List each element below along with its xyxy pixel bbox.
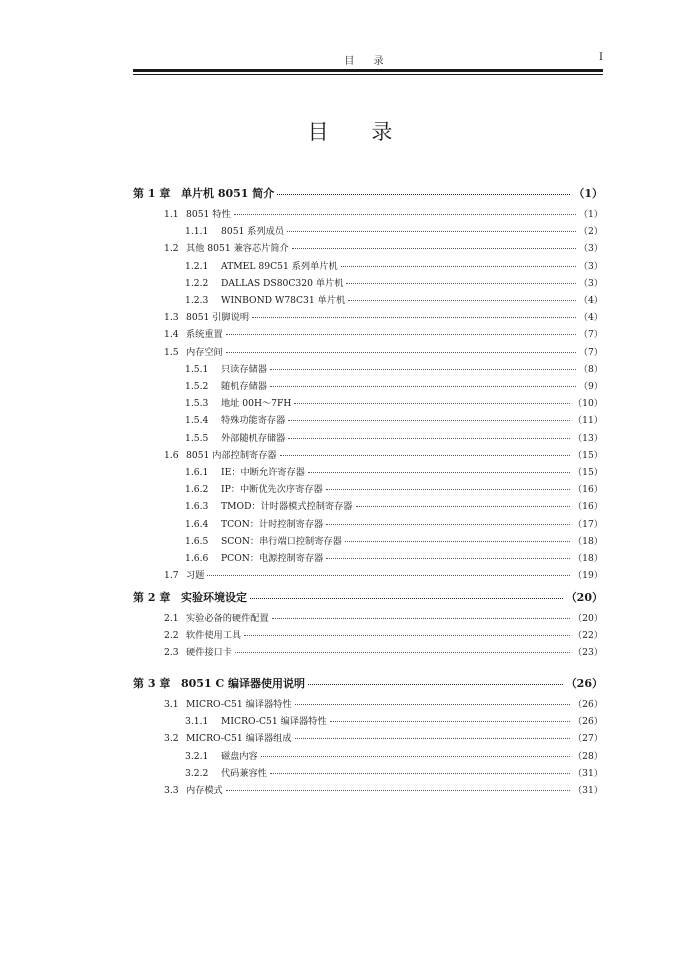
dot-leader	[270, 369, 576, 370]
dot-leader	[235, 652, 570, 653]
dot-leader	[226, 334, 576, 335]
section-title: WINBOND W78C31 单片机	[221, 295, 346, 306]
dot-leader	[252, 317, 576, 318]
section-title: MICRO-C51 编译器特性	[186, 699, 292, 710]
dot-leader	[261, 756, 570, 757]
section-number: 1.5	[164, 346, 179, 358]
toc-section-entry	[185, 414, 603, 428]
section-title: 内存空间	[186, 346, 223, 358]
section-number: 1.1.1	[185, 226, 209, 238]
section-page: （16）	[572, 501, 603, 513]
section-title: 硬件接口卡	[186, 647, 232, 659]
dot-leader	[348, 300, 576, 301]
chapter-number: 第 3 章	[133, 677, 171, 690]
section-page: （2）	[578, 226, 603, 238]
section-page: （15）	[572, 449, 603, 461]
section-page: （18）	[572, 553, 603, 564]
chapter-number: 第 2 章	[133, 591, 171, 604]
dot-leader	[356, 506, 570, 507]
section-page: （15）	[572, 467, 603, 478]
toc-section-entry	[185, 260, 603, 274]
section-page: （28）	[572, 750, 603, 762]
dot-leader	[326, 524, 570, 525]
toc-chapter-entry	[133, 676, 603, 692]
dot-leader	[280, 455, 570, 456]
section-title: 其他 8051 兼容芯片简介	[186, 243, 289, 255]
section-number: 1.7	[164, 570, 179, 582]
section-title: MICRO-C51 编译器特性	[221, 716, 327, 728]
section-title: 外部随机存储器	[221, 432, 286, 444]
section-number: 1.6	[164, 449, 179, 461]
dot-leader	[244, 635, 570, 636]
section-page: （16）	[572, 484, 603, 496]
dot-leader	[250, 598, 563, 599]
section-page: （3）	[578, 260, 603, 272]
section-number: 1.6.3	[185, 501, 209, 513]
toc-section-entry	[185, 518, 603, 532]
section-title: 内存模式	[186, 785, 223, 796]
section-title: SCON：串行端口控制寄存器	[221, 535, 342, 547]
page-number: I	[599, 52, 603, 63]
dot-leader	[326, 558, 570, 559]
section-page: （31）	[572, 767, 603, 779]
section-number: 2.2	[164, 630, 179, 642]
toc-section-entry	[164, 646, 603, 660]
section-number: 1.5.3	[185, 398, 209, 410]
section-page: （9）	[578, 381, 603, 392]
toc-section-entry	[164, 449, 603, 463]
section-page: （13）	[572, 432, 603, 444]
section-page: （3）	[578, 277, 603, 289]
dot-leader	[308, 684, 563, 685]
toc-section-entry	[164, 629, 603, 643]
toc-section-entry	[185, 715, 603, 729]
section-page: （11）	[572, 415, 603, 427]
toc-section-entry	[185, 535, 603, 549]
section-page: （26）	[572, 716, 603, 728]
running-header	[133, 52, 603, 68]
section-title: IE：中断允许寄存器	[221, 467, 305, 478]
section-title: 代码兼容性	[221, 767, 267, 779]
section-title: 8051 内部控制寄存器	[186, 449, 277, 461]
section-number: 1.5.4	[185, 415, 209, 427]
dot-leader	[326, 489, 570, 490]
section-title: PCON：电源控制寄存器	[221, 553, 324, 564]
section-number: 3.2	[164, 733, 179, 745]
dot-leader	[288, 420, 570, 421]
dot-leader	[287, 231, 576, 232]
toc-section-entry	[185, 750, 603, 764]
section-title: 软件使用工具	[186, 630, 242, 642]
toc-section-entry	[164, 346, 603, 360]
section-number: 1.6.5	[185, 535, 209, 547]
dot-leader	[226, 352, 576, 353]
section-title: 8051 特性	[186, 209, 231, 220]
dot-leader	[207, 575, 570, 576]
dot-leader	[234, 214, 576, 215]
section-page: （20）	[572, 613, 603, 624]
section-page: （19）	[572, 570, 603, 582]
chapter-title: 实验环境设定	[181, 591, 247, 604]
section-title: 8051 引脚说明	[186, 312, 250, 324]
section-title: 系统重置	[186, 329, 223, 341]
section-title: IP：中断优先次序寄存器	[221, 484, 323, 496]
toc-chapter-entry	[133, 590, 603, 606]
section-page: （22）	[572, 630, 603, 642]
chapter-title: 单片机 8051 简介	[181, 187, 275, 200]
section-number: 1.5.2	[185, 381, 209, 392]
section-number: 1.6.4	[185, 518, 209, 530]
section-number: 3.1	[164, 699, 179, 710]
section-title: ATMEL 89C51 系列单片机	[221, 260, 338, 272]
section-number: 1.6.6	[185, 553, 209, 564]
section-page: （18）	[572, 535, 603, 547]
toc-chapter-entry	[133, 186, 603, 202]
dot-leader	[270, 386, 576, 387]
dot-leader	[270, 773, 570, 774]
section-page: （4）	[578, 295, 603, 306]
dot-leader	[292, 248, 576, 249]
toc-section-entry	[185, 483, 603, 497]
dot-leader	[277, 194, 570, 195]
section-number: 2.3	[164, 647, 179, 659]
chapter-page: （1）	[573, 187, 603, 200]
section-page: （1）	[578, 209, 603, 220]
section-page: （27）	[572, 733, 603, 745]
dot-leader	[294, 403, 570, 404]
toc-section-entry	[185, 432, 603, 446]
section-number: 1.5.5	[185, 432, 209, 444]
toc-section-entry	[185, 277, 603, 291]
dot-leader	[226, 790, 570, 791]
section-number: 1.2	[164, 243, 179, 255]
section-title: 特殊功能寄存器	[221, 415, 286, 427]
section-number: 1.2.3	[185, 295, 209, 306]
section-page: （7）	[578, 329, 603, 341]
toc-title: 目 录	[307, 120, 411, 144]
toc-section-entry	[164, 208, 603, 222]
section-number: 1.5.1	[185, 363, 209, 375]
header-rule-thick	[133, 69, 603, 72]
toc-section-entry	[164, 311, 603, 325]
dot-leader	[330, 721, 570, 722]
toc-section-entry	[164, 569, 603, 583]
section-page: （7）	[578, 346, 603, 358]
section-title: 实验必备的硬件配置	[186, 613, 269, 624]
section-number: 1.2.2	[185, 277, 209, 289]
section-page: （26）	[572, 699, 603, 710]
section-title: TMOD：计时器模式控制寄存器	[221, 501, 353, 513]
chapter-title: 8051 C 编译器使用说明	[181, 677, 306, 690]
section-number: 1.2.1	[185, 260, 209, 272]
section-number: 3.2.1	[185, 750, 209, 762]
toc-section-entry	[185, 767, 603, 781]
section-title: 习题	[186, 570, 205, 582]
toc-section-entry	[164, 612, 603, 626]
section-number: 1.6.1	[185, 467, 209, 478]
toc-section-entry	[185, 225, 603, 239]
toc-section-entry	[185, 500, 603, 514]
toc-section-entry	[185, 397, 603, 411]
section-page: （8）	[578, 363, 603, 375]
dot-leader	[341, 266, 576, 267]
dot-leader	[295, 704, 570, 705]
dot-leader	[288, 438, 570, 439]
toc-section-entry	[185, 466, 603, 480]
chapter-page: （26）	[565, 677, 603, 690]
chapter-number: 第 1 章	[133, 187, 171, 200]
section-title: 磁盘内容	[221, 750, 258, 762]
section-title: MICRO-C51 编译器组成	[186, 733, 292, 745]
toc-section-entry	[164, 328, 603, 342]
running-title: 目 录	[344, 56, 392, 67]
toc-section-entry	[185, 380, 603, 394]
section-number: 1.4	[164, 329, 179, 341]
dot-leader	[346, 283, 575, 284]
section-page: （4）	[578, 312, 603, 324]
section-page: （17）	[572, 518, 603, 530]
section-title: 8051 系列成员	[221, 226, 285, 238]
section-title: 随机存储器	[221, 381, 267, 392]
toc-section-entry	[185, 294, 603, 308]
toc-section-entry	[164, 698, 603, 712]
dot-leader	[295, 738, 570, 739]
toc-section-entry	[164, 784, 603, 798]
section-number: 2.1	[164, 613, 179, 624]
section-page: （10）	[572, 398, 603, 410]
section-page: （23）	[572, 647, 603, 659]
dot-leader	[345, 541, 570, 542]
section-number: 3.3	[164, 785, 179, 796]
section-number: 1.6.2	[185, 484, 209, 496]
dot-leader	[272, 618, 570, 619]
toc-section-entry	[164, 242, 603, 256]
section-number: 1.1	[164, 209, 179, 220]
dot-leader	[308, 472, 570, 473]
toc-section-entry	[185, 363, 603, 377]
section-title: DALLAS DS80C320 单片机	[221, 277, 344, 289]
section-title: 只读存储器	[221, 363, 267, 375]
section-number: 1.3	[164, 312, 179, 324]
toc-section-entry	[164, 732, 603, 746]
section-title: TCON：计时控制寄存器	[221, 518, 324, 530]
section-page: （31）	[572, 785, 603, 796]
toc-section-entry	[185, 552, 603, 566]
section-page: （3）	[578, 243, 603, 255]
section-number: 3.1.1	[185, 716, 209, 728]
chapter-page: （20）	[565, 591, 603, 604]
section-title: 地址 00H～7FH	[221, 398, 292, 410]
header-rule-thin	[133, 74, 603, 75]
section-number: 3.2.2	[185, 767, 209, 779]
